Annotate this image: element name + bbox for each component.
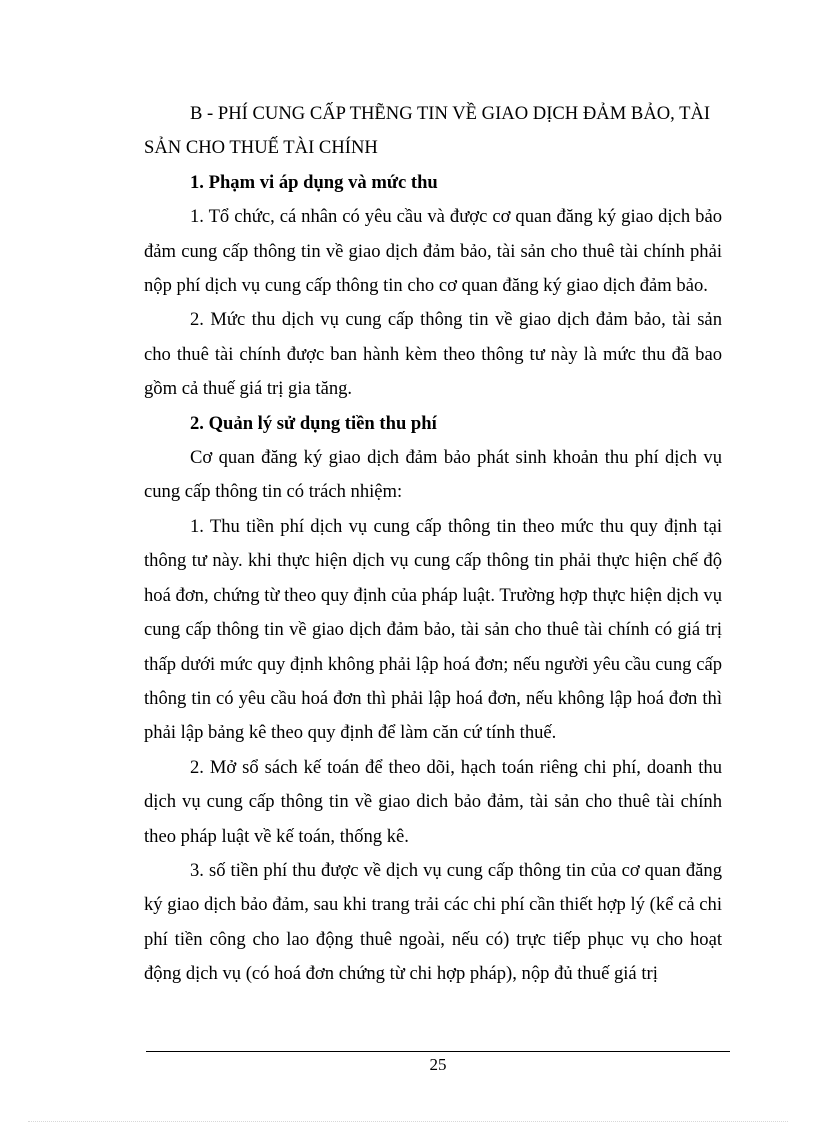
section-title: B - PHÍ CUNG CẤP THẼNG TIN VỀ GIAO DỊCH ĐẢM BẢO, TÀI SẢN CHO THUẾ TÀI CHÍNH xyxy=(144,103,711,159)
subheading-fee-management: 2. Quản lý sử dụng tiền thu phí xyxy=(190,412,437,434)
page-edge-divider xyxy=(28,1121,788,1122)
paragraph: Cơ quan đăng ký giao dịch đảm bảo phát sinh khoản thu phí dịch vụ cung cấp thông tin có trách nhiệm: xyxy=(144,447,722,503)
page-number: 25 xyxy=(429,1055,447,1074)
paragraph: 3. số tiền phí thu được về dịch vụ cung cấp thông tin của cơ quan đăng ký giao dịch bảo đảm, sau khi trang trải các chi phí cần thiết hợp lý (kể cả chi phí tiền công cho lao động thuê ngoài, nếu có) trực tiếp phục vụ cho hoạt động dịch vụ (có hoá đơn chứng từ chi hợp pháp), nộp đủ thuế giá trị xyxy=(144,859,722,985)
paragraph: 1. Tổ chức, cá nhân có yêu cầu và được cơ quan đăng ký giao dịch bảo đảm cung cấp thông tin về giao dịch đảm bảo, tài sản cho thuê tài chính phải nộp phí dịch vụ cung cấp thông tin cho cơ quan đăng ký giao dịch đảm bảo. xyxy=(144,206,722,297)
paragraph: 1. Thu tiền phí dịch vụ cung cấp thông tin theo mức thu quy định tại thông tư này. khi thực hiện dịch vụ cung cấp thông tin phải thực hiện chế độ hoá đơn, chứng từ theo quy định của pháp luật. Trường hợp thực hiện dịch vụ cung cấp thông tin về giao dịch đảm bảo, tài sản cho thuê tài chính có giá trị thấp dưới mức quy định không phải lập hoá đơn; nếu người yêu cầu cung cấp thông tin có yêu cầu hoá đơn thì phải lập hoá đơn, nếu không lập hoá đơn thì phải lập bảng kê theo quy định để làm căn cứ tính thuế. xyxy=(144,515,722,744)
footer-rule xyxy=(146,1051,730,1052)
page-content xyxy=(144,97,722,992)
paragraph: 2. Mức thu dịch vụ cung cấp thông tin về giao dịch đảm bảo, tài sản cho thuê tài chính được ban hành kèm theo thông tư này là mức thu đã bao gồm cả thuế giá trị gia tăng. xyxy=(144,309,722,400)
paragraph: 2. Mở sổ sách kế toán để theo dõi, hạch toán riêng chi phí, doanh thu dịch vụ cung cấp thông tin về giao dich bảo đảm, tài sản cho thuê tài chính theo pháp luật về kế toán, thống kê. xyxy=(144,756,722,847)
subheading-scope: 1. Phạm vi áp dụng và mức thu xyxy=(190,171,438,193)
